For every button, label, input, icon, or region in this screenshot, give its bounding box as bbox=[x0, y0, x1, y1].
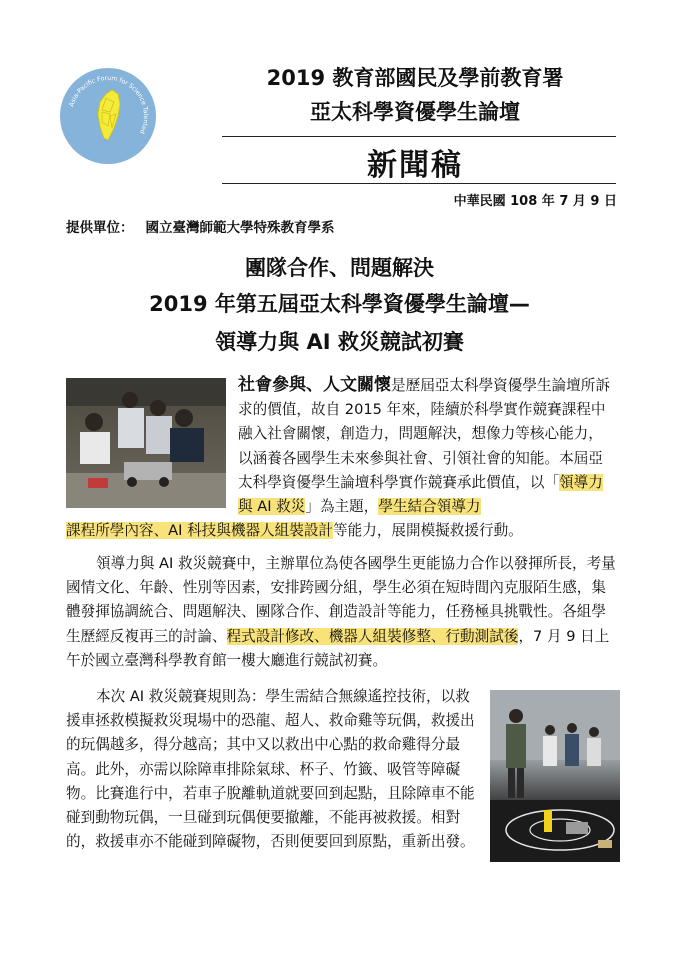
paragraph-1-text-c: 等能力，展開模擬救援行動。 bbox=[333, 522, 523, 539]
photo-students-assembling-robot bbox=[66, 378, 226, 508]
header-line-2: 亞太科學資優學生論壇 bbox=[310, 100, 520, 124]
provider-line bbox=[66, 216, 335, 236]
forum-logo bbox=[60, 68, 156, 164]
doc-type-title: 新聞稿 bbox=[367, 148, 463, 183]
paragraph-3: 本次 AI 救災競賽規則為：學生需結合無線遙控技術，以救援車拯救模擬救災現場中的恐龍、超人、救命雞等玩偶，救援出的玩偶越多，得分越高；其中又以救出中心點的救命雞得分最高。此外，亦需以除障車排除氣球、杯子、竹籤、吸管等障礙物。比賽進行中，若車子脫離軌道就要回到起點，且除障車不能碰到動物玩偶，一旦碰到玩偶便要撤離，不能再被救援。相對的，救援車亦不能碰到障礙物，否則便要回到原點，重新出發。 bbox=[66, 688, 475, 851]
highlight-process: 程式設計修改、機器人組裝修整、行動測試後 bbox=[226, 627, 519, 645]
paragraph-1-text-a: 是歷屆亞太科學資優學生論壇所訴求的價值，故自 2015 年來，陸續於科學實作競賽課程中融入社會關懷，創造力，問題解決，想像力等核心能力，以涵養各國學生未來參與社會、引領社會的知能。本屆亞太科學資優學生論壇科學實作競賽承此價值，以「 bbox=[238, 377, 610, 491]
photo-competition-arena bbox=[490, 690, 620, 862]
highlight-skills-end: 課程所學內容、AI 科技與機器人組裝設計 bbox=[66, 522, 334, 539]
article-title-line-1: 團隊合作、問題解決 bbox=[245, 256, 434, 280]
header-line-1: 2019 教育部國民及學前教育署 bbox=[266, 66, 564, 90]
release-date: 中華民國 108 年 7 月 9 日 bbox=[453, 194, 617, 209]
highlight-skills-start: 學生結合領導力 bbox=[378, 498, 481, 516]
paragraph-1 bbox=[238, 373, 616, 519]
paragraph-2 bbox=[66, 552, 618, 673]
provider-label: 提供單位： bbox=[66, 220, 134, 236]
provider-value: 國立臺灣師範大學特殊教育學系 bbox=[145, 220, 335, 236]
article-title-line-3: 領導力與 AI 救災競試初賽 bbox=[215, 330, 464, 354]
paragraph-1-continued bbox=[66, 519, 626, 543]
logo-ring-text: Asia-Pacific Forum for Science Talented bbox=[68, 74, 150, 135]
paragraph-2-text-a: 領導力與 AI 救災競賽中，主辦單位為使各國學生更能協力合作以發揮所長，考量國情文化、年齡、性別等因素，安排跨國分組，學生必須在短時間內克服陌生感，集體發揮協調統合、問題解決、團隊合作、創造設計等能力，任務極具挑戰性。各組學生歷經反複再三的討論、 bbox=[66, 555, 616, 645]
header-divider-bottom bbox=[222, 183, 616, 184]
header-divider-top bbox=[222, 136, 616, 137]
highlight-theme: 領導力與 AI 救災 bbox=[238, 473, 603, 516]
taiwan-island-logo-icon bbox=[60, 68, 156, 164]
article-title-line-2: 2019 年第五屆亞太科學資優學生論壇— bbox=[149, 292, 530, 316]
paragraph-1-text-b: 」為主題， bbox=[305, 498, 379, 516]
paragraph-2-text-b: ，7 月 9 日上午於國立臺灣科學教育館一樓大廳進行競試初賽。 bbox=[66, 627, 610, 669]
paragraph-1-lead: 社會參與、人文關懷 bbox=[238, 375, 391, 395]
